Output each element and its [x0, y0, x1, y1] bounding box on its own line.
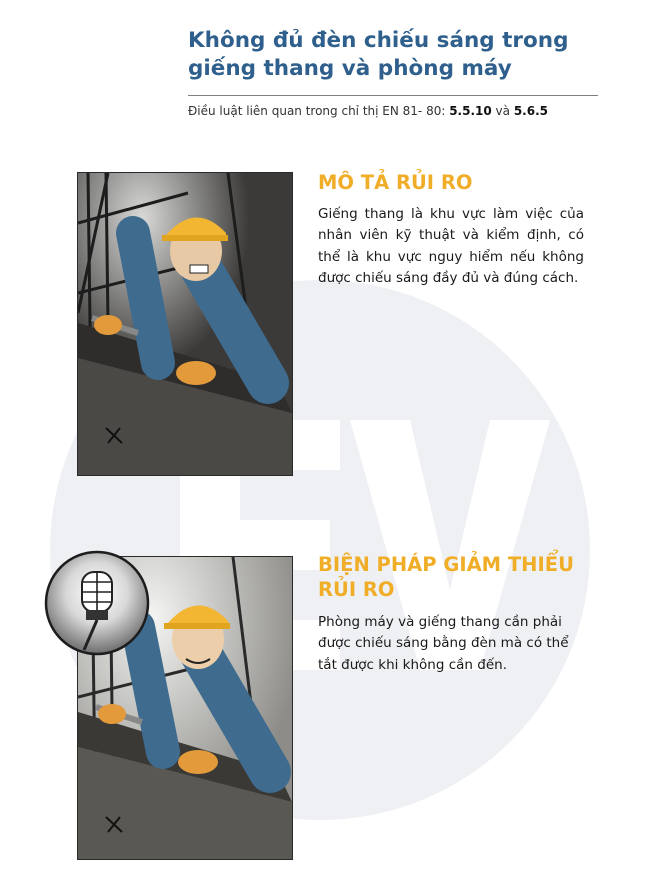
- related-articles: Điều luật liên quan trong chỉ thị EN 81- 80: 5.5.10 và 5.6.5: [188, 104, 548, 118]
- risk-illustration: [77, 172, 293, 476]
- risk-heading: MÔ TẢ RỦI RO: [318, 171, 473, 194]
- title-divider: [188, 95, 598, 96]
- risk-description: Giếng thang là khu vực làm việc của nhân viên kỹ thuật và kiểm định, có thể là khu vực nguy hiểm nếu không được chiếu sáng đầy đủ và đúng cách.: [318, 206, 584, 286]
- page-title: Không đủ đèn chiếu sáng trong giếng thang và phòng máy: [188, 28, 569, 81]
- work-lamp-icon: [44, 550, 150, 656]
- article-ref-1: 5.5.10: [449, 104, 492, 118]
- article-ref-2: 5.6.5: [513, 104, 548, 118]
- mitigation-description: Phòng máy và giếng thang cần phải được chiếu sáng bằng đèn mà có thể tắt được khi không cần đến.: [318, 614, 569, 673]
- mitigation-heading: BIỆN PHÁP GIẢM THIỂU RỦI RO: [318, 553, 574, 601]
